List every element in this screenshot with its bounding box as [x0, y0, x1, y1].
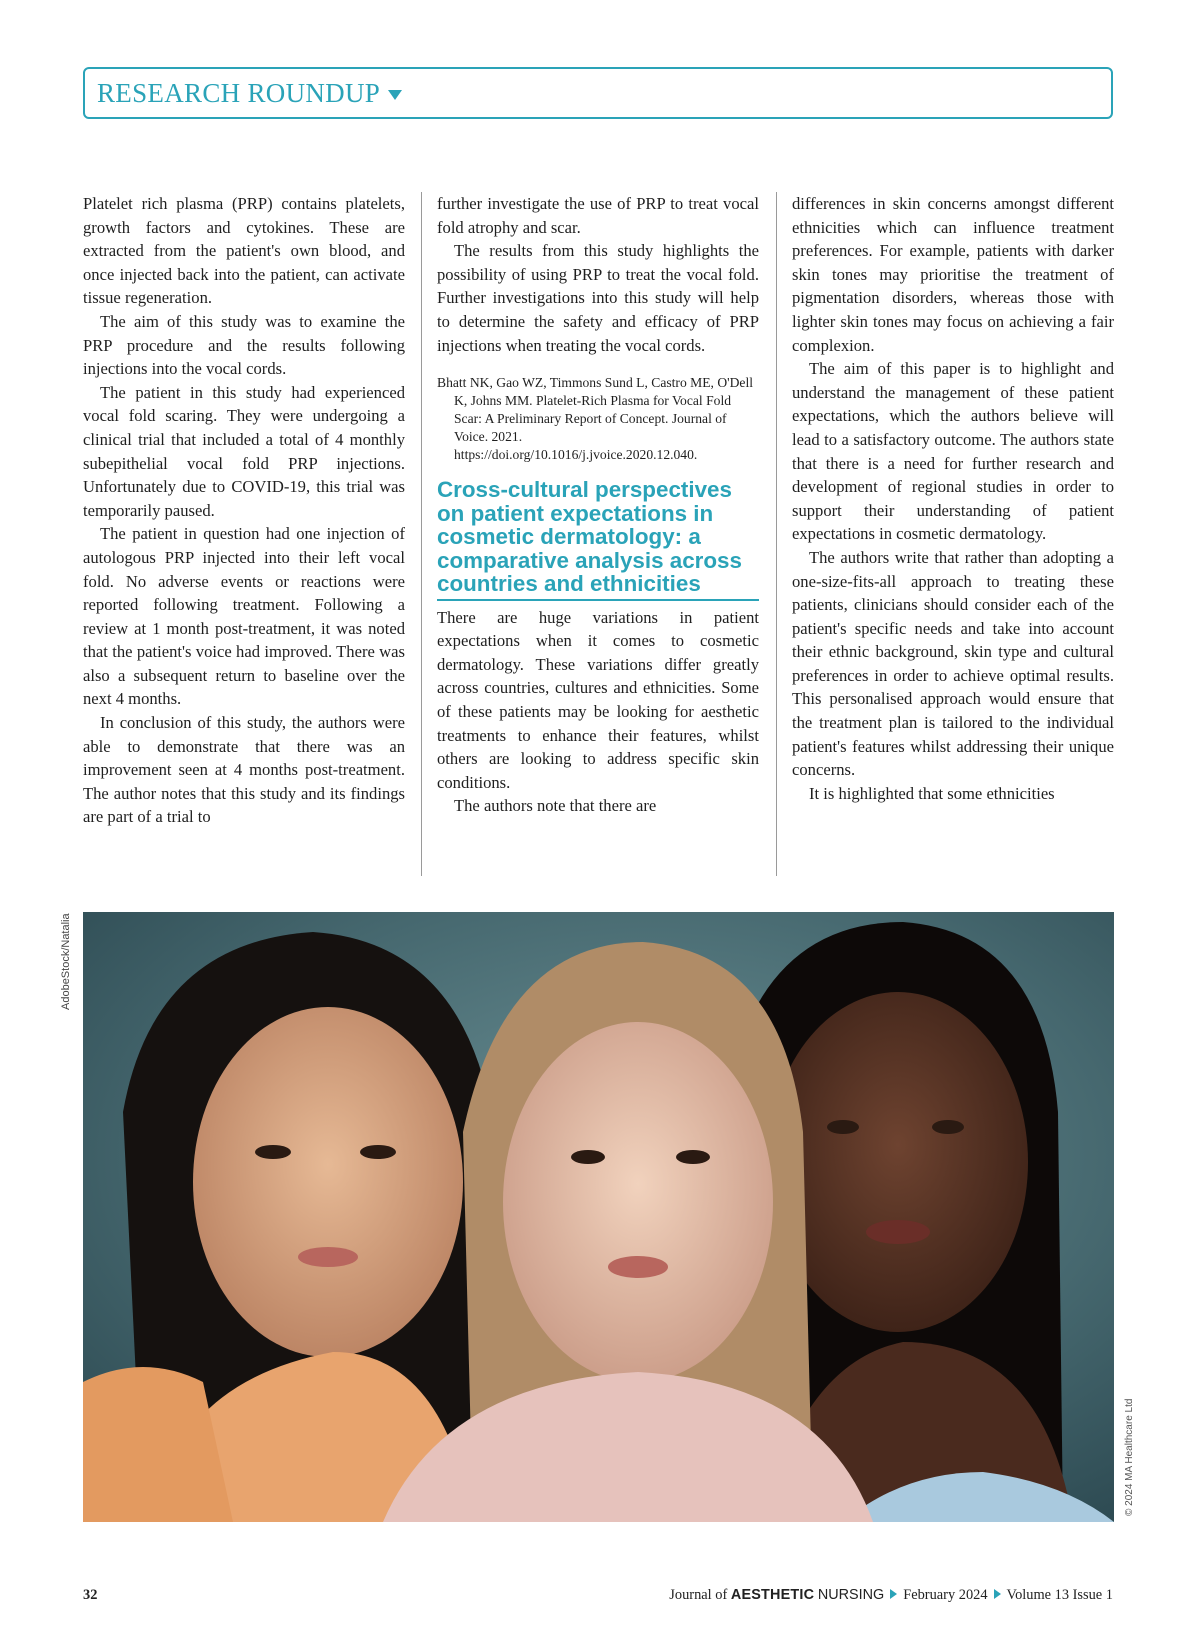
page-footer [83, 1587, 1113, 1611]
paragraph: The results from this study highlights the possibility of using PRP to treat the vocal fold. Further investigations into this study will help to determine the safety and efficacy of PRP injections when treating the vocal cords. [437, 241, 759, 355]
paragraph: The authors note that there are [454, 796, 657, 816]
section-title: RESEARCH ROUNDUP [97, 77, 381, 108]
paragraph: The patient in this study had experienced vocal fold scaring. They were undergoing a clinical trial that included a total of 4 monthly subepithelial vocal fold PRP injections. Unfortunately due to COVID-19, this trial was temporarily paused. [83, 382, 405, 520]
paragraph: The aim of this paper is to highlight and understand the management of these patient expectations, which the authors believe will lead to a satisfactory outcome. The authors state that there is a need for further research and development of regional studies in order to support their understanding of patient expectations in cosmetic dermatology. [792, 359, 1114, 544]
article-heading: Cross-cultural perspectives on patient expectations in cosmetic dermatology: a comparative analysis across countries and ethnicities [437, 478, 759, 601]
column-divider [421, 192, 422, 876]
paragraph: In conclusion of this study, the authors were able to demonstrate that there was an improvement seen at 4 months post-treatment. The author notes that this study and its findings are part of a trial to [83, 713, 405, 827]
paragraph: The patient in question had one injection of autologous PRP injected into their left vocal fold. No adverse events or reactions were reported following treatment. Following a review at 1 month post-treatment, it was noted that the patient's voice had improved. There was also a subsequent return to baseline over the next 4 months. [83, 524, 405, 709]
triangle-right-icon [890, 1589, 897, 1599]
triangle-right-icon [994, 1589, 1001, 1599]
journal-prefix: Journal of [669, 1587, 728, 1603]
paragraph: The aim of this study was to examine the PRP procedure and the results following injections into the vocal cords. [83, 311, 405, 379]
paragraph: There are huge variations in patient expectations when it comes to cosmetic dermatology. These variations differ greatly across countries, cultures and ethnicities. Some of these patients may be looking for aesthetic treatments to enhance their features, whilst others are looking to address specific skin conditions. [437, 607, 759, 792]
three-women-portrait [83, 912, 1114, 1522]
paragraph: It is highlighted that some ethnicities [809, 783, 1055, 803]
paragraph: differences in skin concerns amongst different ethnicities which can influence treatment preferences. For example, patients with darker skin tones may prioritise the treatment of pigmentation disorders, whereas those with lighter skin tones may focus on achieving a fair complexion. [792, 194, 1114, 355]
volume-issue: Volume 13 Issue 1 [1006, 1587, 1113, 1603]
journal-info [669, 1587, 1113, 1604]
issue-date: February 2024 [903, 1587, 988, 1603]
article-column-1 [83, 192, 405, 882]
section-header [83, 67, 1113, 119]
paragraph: The authors write that rather than adopting a one-size-fits-all approach to treating these patients, clinicians should consider each of the patient's specific needs and take into account their ethnic background, skin type and cultural preferences in order to achieve optimal results. This personalised approach would ensure that the treatment plan is tailored to the individual patient's features whilst addressing their unique concerns. [792, 547, 1114, 780]
paragraph: further investigate the use of PRP to treat vocal fold atrophy and scar. [437, 194, 759, 237]
article-column-2 [437, 192, 759, 882]
reference-citation: Bhatt NK, Gao WZ, Timmons Sund L, Castro ME, O'Dell K, Johns MM. Platelet-Rich Plasma for Vocal Fold Scar: A Preliminary Report of Concept. Journal of Voice. 2021. https://doi.org/10.1016/j.jvoice.2020.12.040. [437, 375, 753, 463]
article-column-3 [792, 192, 1114, 882]
journal-name-bold: AESTHETIC [730, 1587, 815, 1603]
paragraph: Platelet rich plasma (PRP) contains platelets, growth factors and cytokines. These are extracted from the patient's own blood, and once injected back into the patient, can activate tissue regeneration. [83, 194, 405, 308]
column-divider [776, 192, 777, 876]
copyright-notice: © 2024 MA Healthcare Ltd [1124, 1398, 1135, 1516]
journal-name-suffix: NURSING [817, 1587, 885, 1603]
photo-credit: AdobeStock/Natalia [60, 913, 72, 1010]
caret-down-icon [388, 90, 402, 100]
feature-photo [83, 912, 1114, 1522]
page-number: 32 [83, 1587, 98, 1603]
